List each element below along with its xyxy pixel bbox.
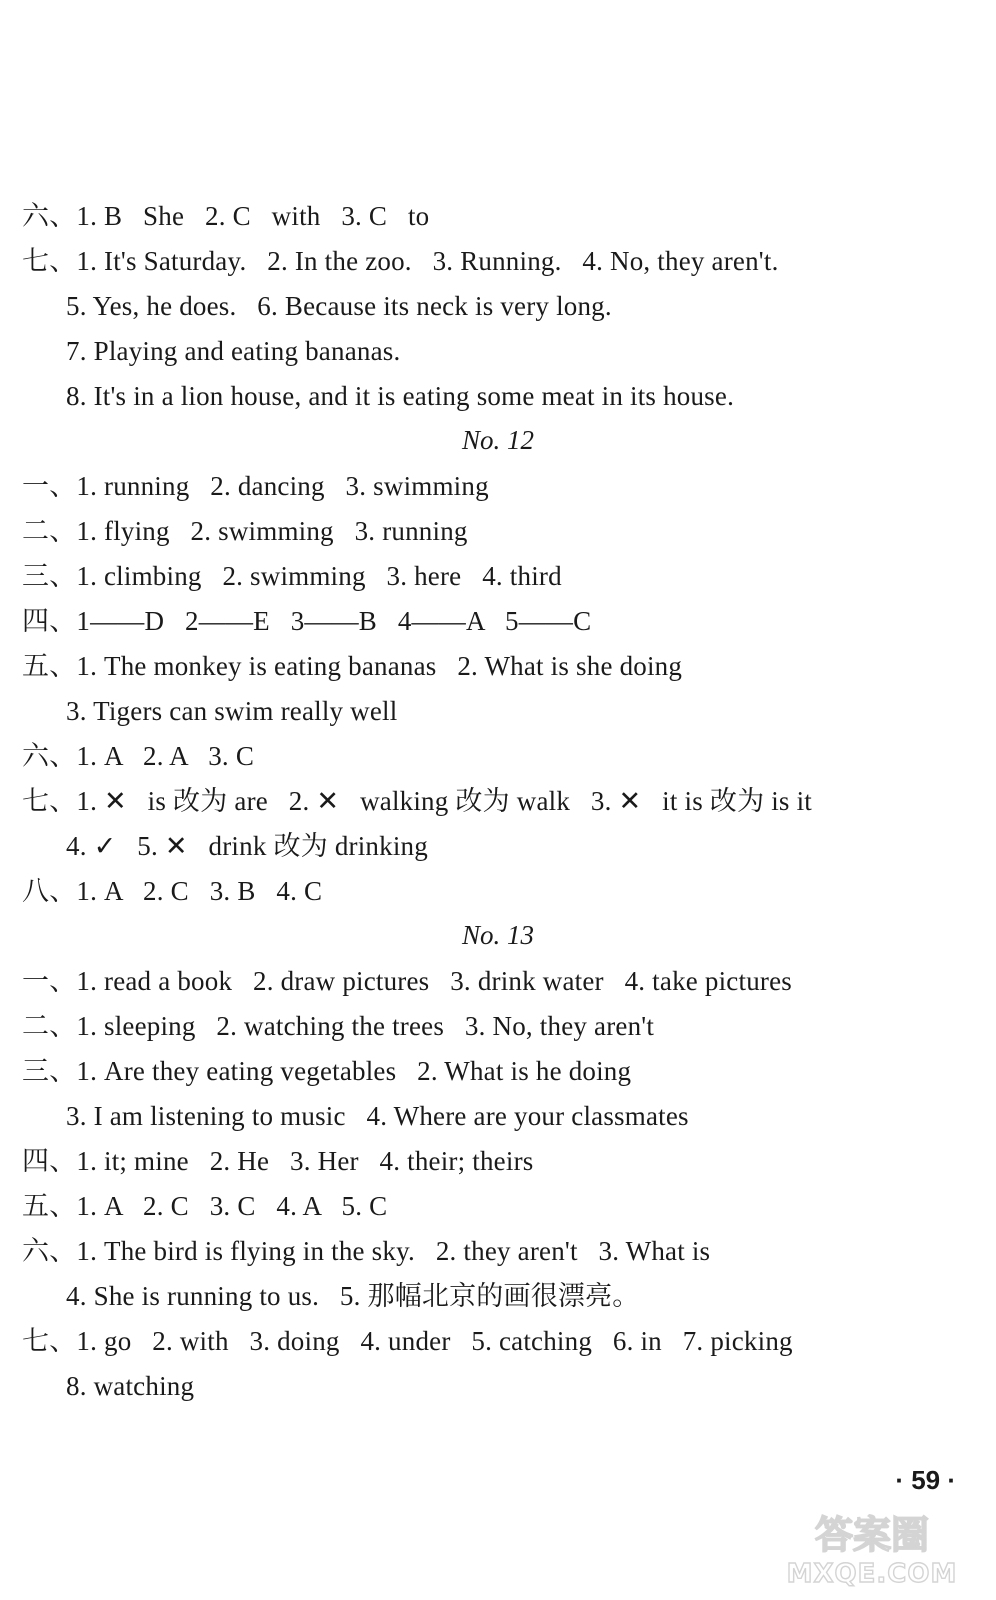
answer-line: 七、1. It's Saturday. 2. In the zoo. 3. Running. 4. No, they aren't. <box>22 246 779 276</box>
answer-line: 8. watching <box>66 1371 195 1401</box>
page-number: · 59 · <box>895 1465 956 1495</box>
answer-line: 一、1. read a book 2. draw pictures 3. drink water 4. take pictures <box>22 966 792 996</box>
answer-line: 六、1. B She 2. C with 3. C to <box>22 201 430 231</box>
answer-line: 7. Playing and eating bananas. <box>66 336 401 366</box>
answer-line: 四、1. it; mine 2. He 3. Her 4. their; theirs <box>22 1146 534 1176</box>
answer-line: 5. Yes, he does. 6. Because its neck is very long. <box>66 291 612 321</box>
answer-line: 二、1. sleeping 2. watching the trees 3. No, they aren't <box>22 1011 655 1041</box>
answer-line: 七、1. ✕ is 改为 are 2. ✕ walking 改为 walk 3. ✕ it is 改为 is it <box>22 786 812 816</box>
answer-line: 3. Tigers can swim really well <box>66 696 398 726</box>
section-heading: No. 13 <box>461 920 534 950</box>
answer-line: 8. It's in a lion house, and it is eating some meat in its house. <box>66 381 735 411</box>
answer-line: 4. She is running to us. 5. 那幅北京的画很漂亮。 <box>66 1281 640 1311</box>
watermark-top-text: 答案圈 <box>814 1513 930 1557</box>
section-heading: No. 12 <box>461 425 534 455</box>
answer-line: 五、1. A 2. C 3. C 4. A 5. C <box>22 1191 388 1221</box>
answer-line: 七、1. go 2. with 3. doing 4. under 5. catching 6. in 7. picking <box>22 1326 793 1356</box>
answer-line: 八、1. A 2. C 3. B 4. C <box>22 876 323 906</box>
answer-line: 三、1. Are they eating vegetables 2. What is he doing <box>22 1056 632 1086</box>
answer-line: 四、1——D 2——E 3——B 4——A 5——C <box>22 606 592 636</box>
answer-line: 一、1. running 2. dancing 3. swimming <box>22 471 489 501</box>
watermark-logo <box>772 1506 972 1588</box>
answer-line: 二、1. flying 2. swimming 3. running <box>22 516 468 546</box>
answer-line: 六、1. A 2. A 3. C <box>22 741 255 771</box>
answer-line: 3. I am listening to music 4. Where are your classmates <box>66 1101 689 1131</box>
answer-line: 4. ✓ 5. ✕ drink 改为 drinking <box>66 831 428 861</box>
answer-line: 六、1. The bird is flying in the sky. 2. they aren't 3. What is <box>22 1236 711 1266</box>
watermark-bottom-text: MXQE.COM <box>786 1559 958 1588</box>
answer-line: 三、1. climbing 2. swimming 3. here 4. third <box>22 561 562 591</box>
answer-line: 五、1. The monkey is eating bananas 2. What is she doing <box>22 651 683 681</box>
